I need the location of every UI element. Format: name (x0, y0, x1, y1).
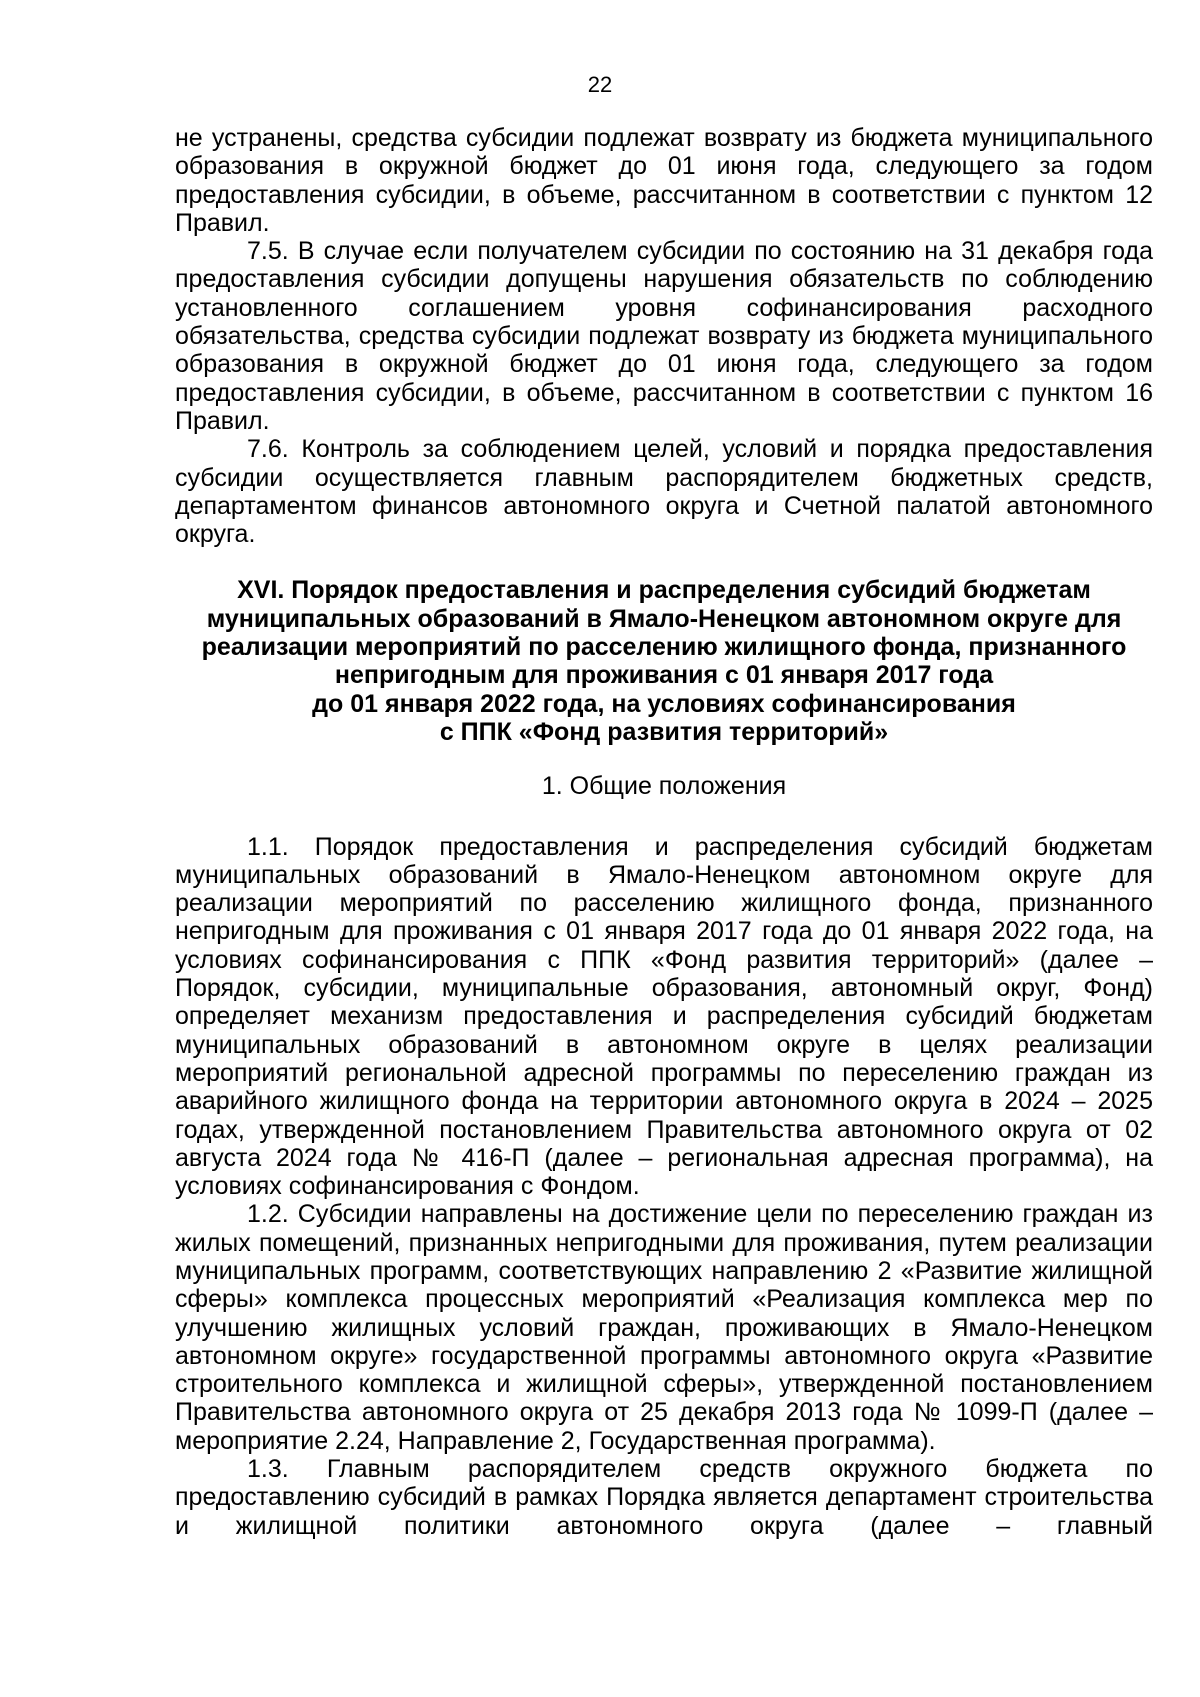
section-title-line: XVI. Порядок предоставления и распределения субсидий бюджетам (237, 576, 1091, 605)
page-number: 22 (587, 72, 613, 97)
paragraph-1-3: 1.3. Главным распорядителем средств окружного бюджета по предоставлению субсидий в рамках Порядка является департамент строительства и жилищной политики автономного округа (далее – главный (175, 1455, 1153, 1540)
paragraph-1-2: 1.2. Субсидии направлены на достижение цели по переселению граждан из жилых помещений, признанных непригодными для проживания, путем реализации муниципальных программ, соответствующих направлению 2 «Развитие жилищной сферы» комплекса процессных мероприятий «Реализация комплекса мер по улучшению жилищных условий граждан, проживающих в Ямало-Ненецком автономном округе» государственной программы автономного округа «Развитие строительного комплекса и жилищной сферы», утвержденной постановлением Правительства автономного округа от 25 декабря 2013 года № 1099-П (далее – мероприятие 2.24, Направление 2, Государственная программа). (175, 1200, 1153, 1455)
section-title-line: с ППК «Фонд развития территорий» (439, 717, 889, 746)
subsection-title: 1. Общие положения (541, 772, 787, 801)
section-title-line: до 01 января 2022 года, на условиях софинансирования (312, 689, 1016, 718)
document-body (175, 124, 1153, 1540)
paragraph-1-1: 1.1. Порядок предоставления и распределения субсидий бюджетам муниципальных образований в Ямало-Ненецком автономном округе для реализации мероприятий по расселению жилищного фонда, признанного непригодным для проживания с 01 января 2017 года до 01 января 2022 года, на условиях софинансирования с ППК «Фонд развития территорий» (далее – Порядок, субсидии, муниципальные образования, автономный округ, Фонд) определяет механизм предоставления и распределения субсидий бюджетам муниципальных образований в автономном округе в целях реализации мероприятий региональной адресной программы по переселению граждан из аварийного жилищного фонда на территории автономного округа в 2024 – 2025 годах, утвержденной постановлением Правительства автономного округа от 02 августа 2024 года № 416-П (далее – региональная адресная программа), на условиях софинансирования с Фондом. (175, 832, 1153, 1201)
section-title-line: муниципальных образований в Ямало-Ненецком автономном округе для (206, 604, 1122, 633)
section-title (175, 576, 1153, 746)
section-title-line: реализации мероприятий по расселению жилищного фонда, признанного (201, 633, 1127, 662)
section-title-line: непригодным для проживания с 01 января 2017 года (334, 661, 994, 690)
paragraph-continuation: не устранены, средства субсидии подлежат возврату из бюджета муниципального образования в окружной бюджет до 01 июня года, следующего за годом предоставления субсидии, в объеме, рассчитанном в соответствии с пунктом 12 Правил. (175, 124, 1153, 237)
paragraph-7-6: 7.6. Контроль за соблюдением целей, условий и порядка предоставления субсидии осуществляется главным распорядителем бюджетных средств, департаментом финансов автономного округа и Счетной палатой автономного округа. (175, 435, 1153, 549)
paragraph-7-5: 7.5. В случае если получателем субсидии по состоянию на 31 декабря года предоставления субсидии допущены нарушения обязательств по соблюдению установленного соглашением уровня софинансирования расходного обязательства, средства субсидии подлежат возврату из бюджета муниципального образования в окружной бюджет до 01 июня года, следующего за годом предоставления субсидии, в объеме, рассчитанном в соответствии с пунктом 16 Правил. (175, 237, 1153, 435)
